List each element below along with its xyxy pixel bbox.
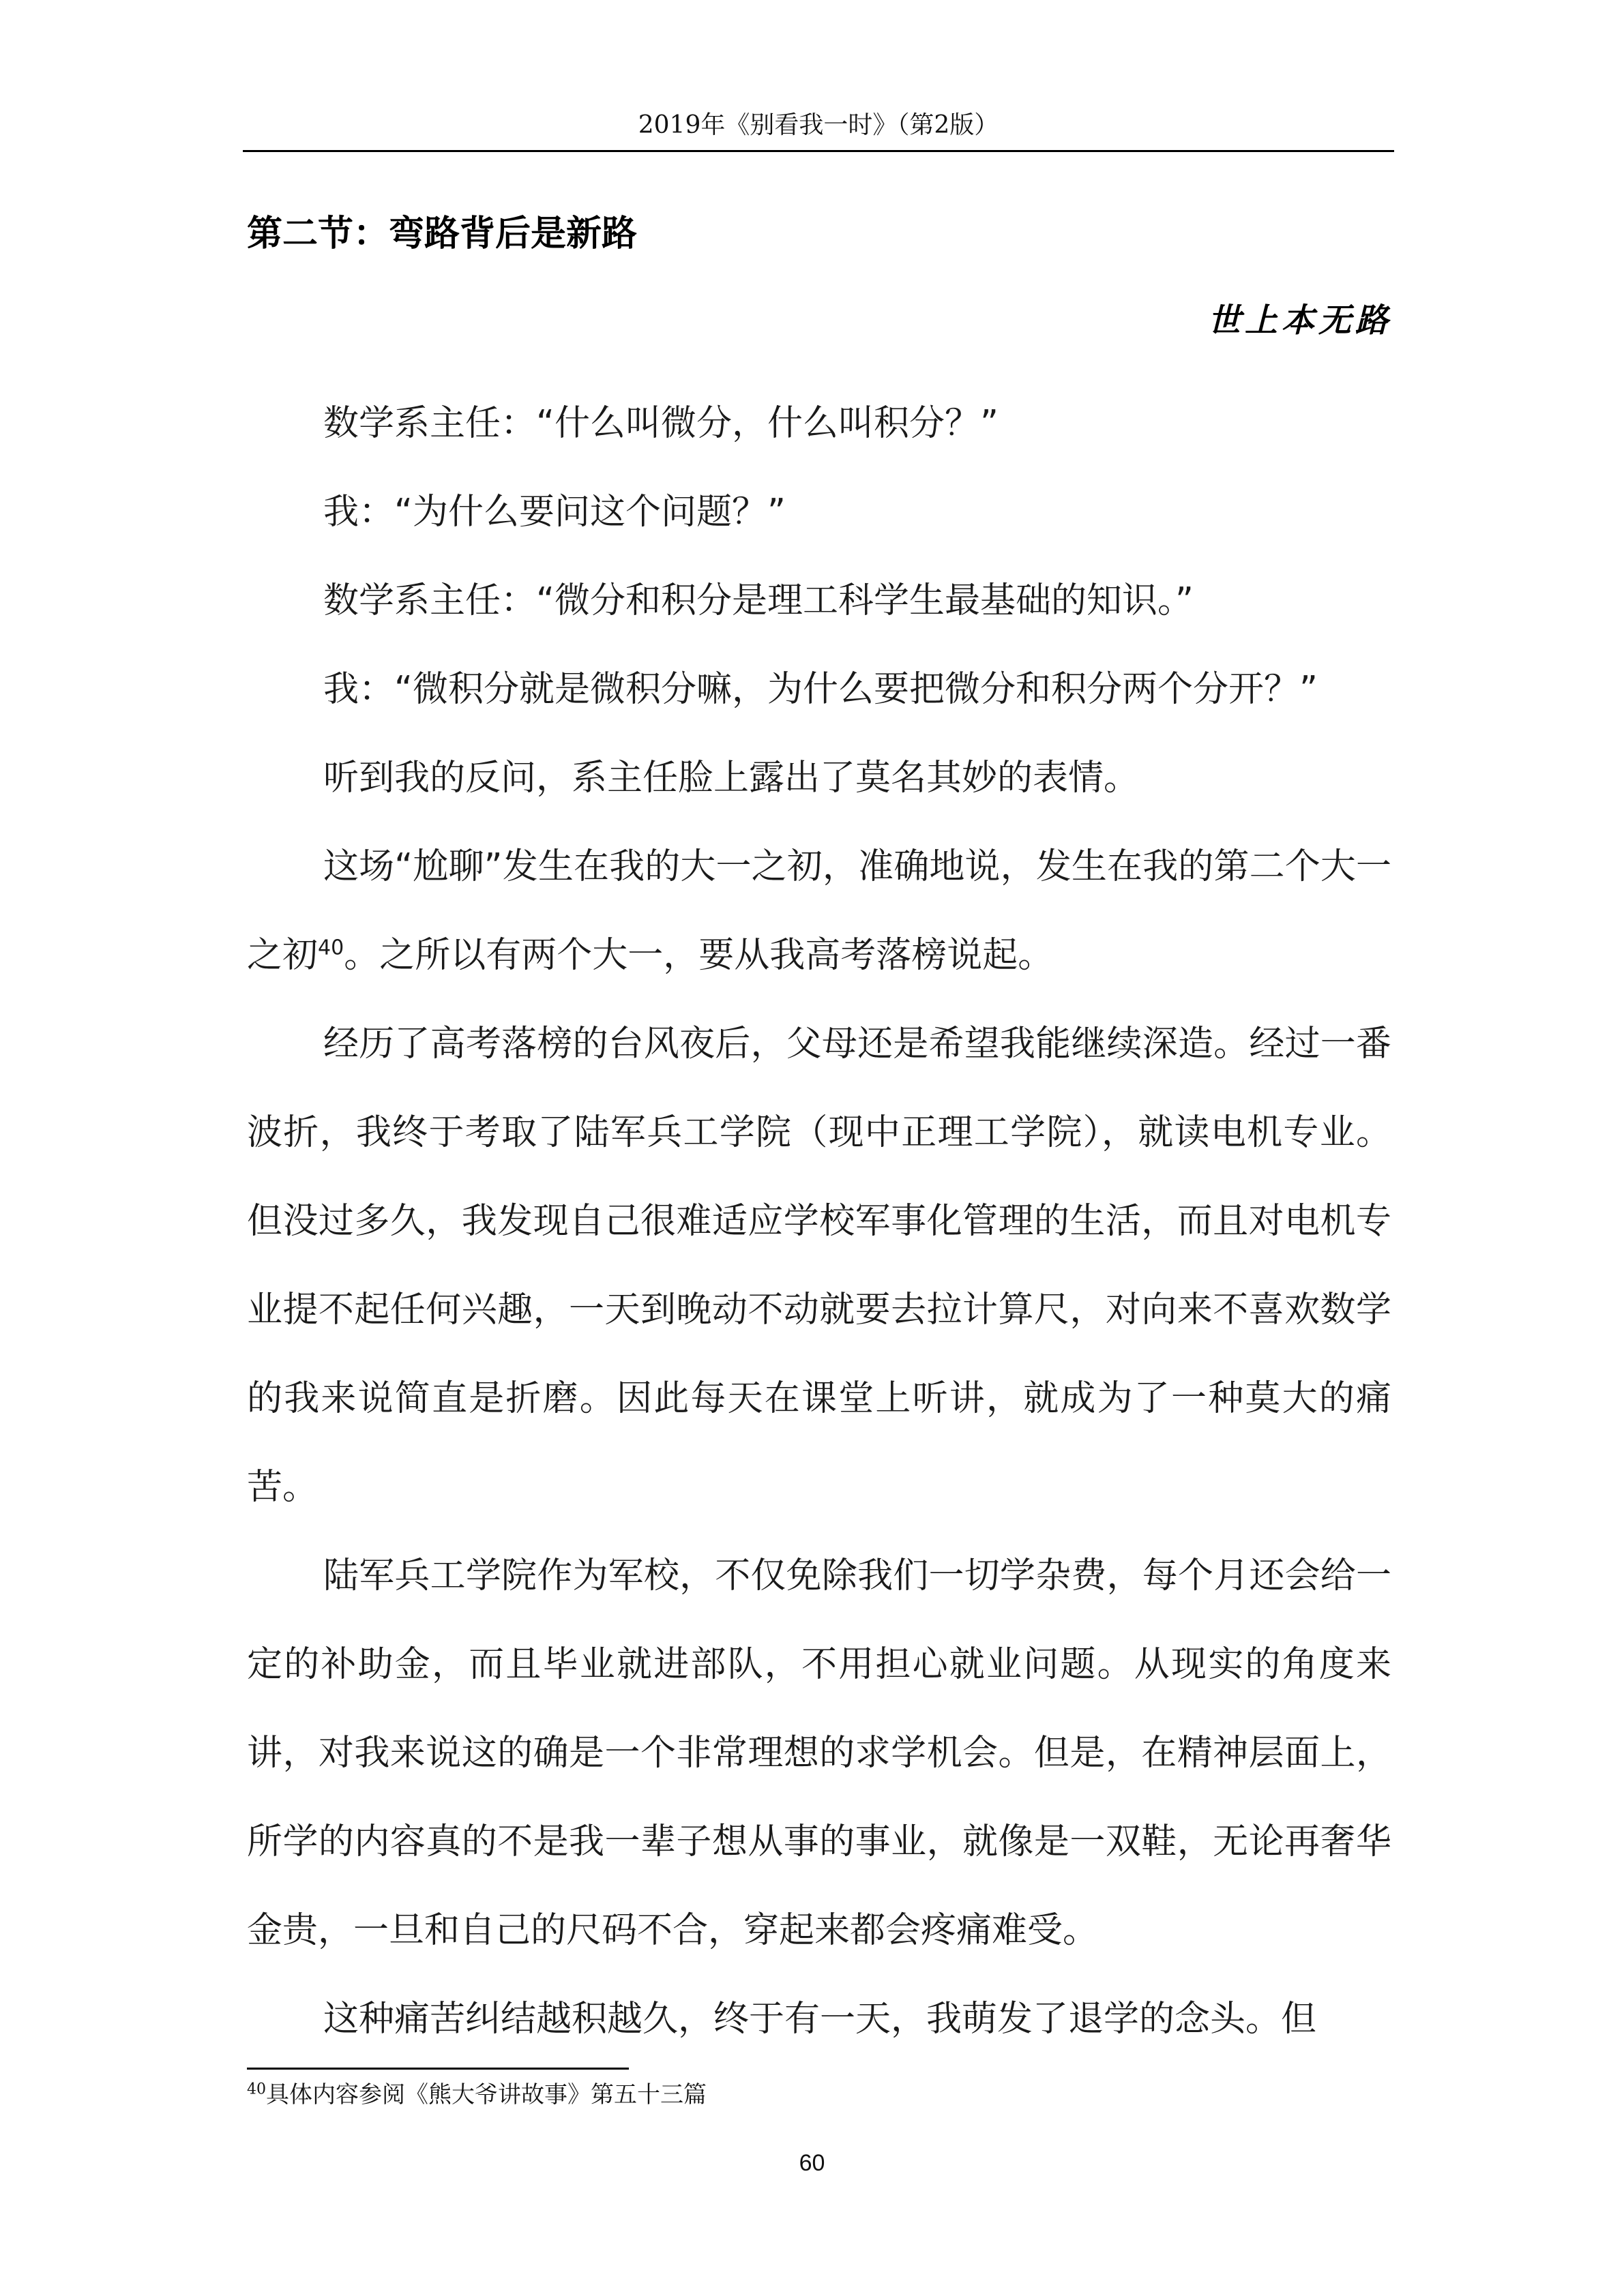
paragraph: 我：“微积分就是微积分嘛，为什么要把微分和积分两个分开？”	[323, 669, 1318, 710]
footnote-text: 具体内容参阅《熊大爷讲故事》第五十三篇	[266, 2081, 707, 2108]
paragraph: 听到我的反问，系主任脸上露出了莫名其妙的表情。	[323, 758, 1140, 799]
body-text	[247, 379, 1391, 2063]
paragraph: 我：“为什么要问这个问题？”	[323, 492, 786, 533]
paragraph	[247, 822, 1391, 1000]
footnote-marker: 40	[247, 2081, 266, 2098]
footnote-rule	[247, 2068, 629, 2070]
running-header: 2019年《别看我一时》（第2版）	[638, 111, 999, 139]
paragraph: 数学系主任：“微分和积分是理工科学生最基础的知识。”	[323, 580, 1194, 621]
paragraph: 经历了高考落榜的台风夜后，父母还是希望我能继续深造。经过一番波折，我终于考取了陆军兵工学院（现中正理工学院），就读电机专业。但没过多久，我发现自己很难适应学校军事化管理的生活，而且对电机专业提不起任何兴趣，一天到晚动不动就要去拉计算尺，对向来不喜欢数学的我来说简直是折磨。因此每天在课堂上听讲，就成为了一种莫大的痛苦。	[247, 1024, 1391, 1508]
epigraph: 世上本无路	[1207, 301, 1392, 340]
paragraph: 这种痛苦纠结越积越久，终于有一天，我萌发了退学的念头。但	[323, 1999, 1317, 2040]
paragraph: 陆军兵工学院作为军校，不仅免除我们一切学杂费，每个月还会给一定的补助金，而且毕业就进部队，不用担心就业问题。从现实的角度来讲，对我来说这的确是一个非常理想的求学机会。但是，在精神层面上，所学的内容真的不是我一辈子想从事的事业，就像是一双鞋，无论再奢华金贵，一旦和自己的尺码不合，穿起来都会疼痛难受。	[247, 1555, 1391, 1951]
page-number: 60	[799, 2150, 825, 2176]
paragraph-text: 。之所以有两个大一，要从我高考落榜说起。	[344, 935, 1054, 976]
footnote-reference[interactable]: 40	[318, 936, 344, 960]
paragraph-text: 这场“尬聊”发生在我的大一之初，准确地说，发生在我的第二个大一之初	[247, 846, 1391, 976]
paragraph: 数学系主任：“什么叫微分，什么叫积分？”	[323, 403, 999, 444]
section-title: 第二节：弯路背后是新路	[247, 213, 638, 254]
header-rule	[243, 150, 1394, 152]
footnote	[247, 2080, 707, 2110]
